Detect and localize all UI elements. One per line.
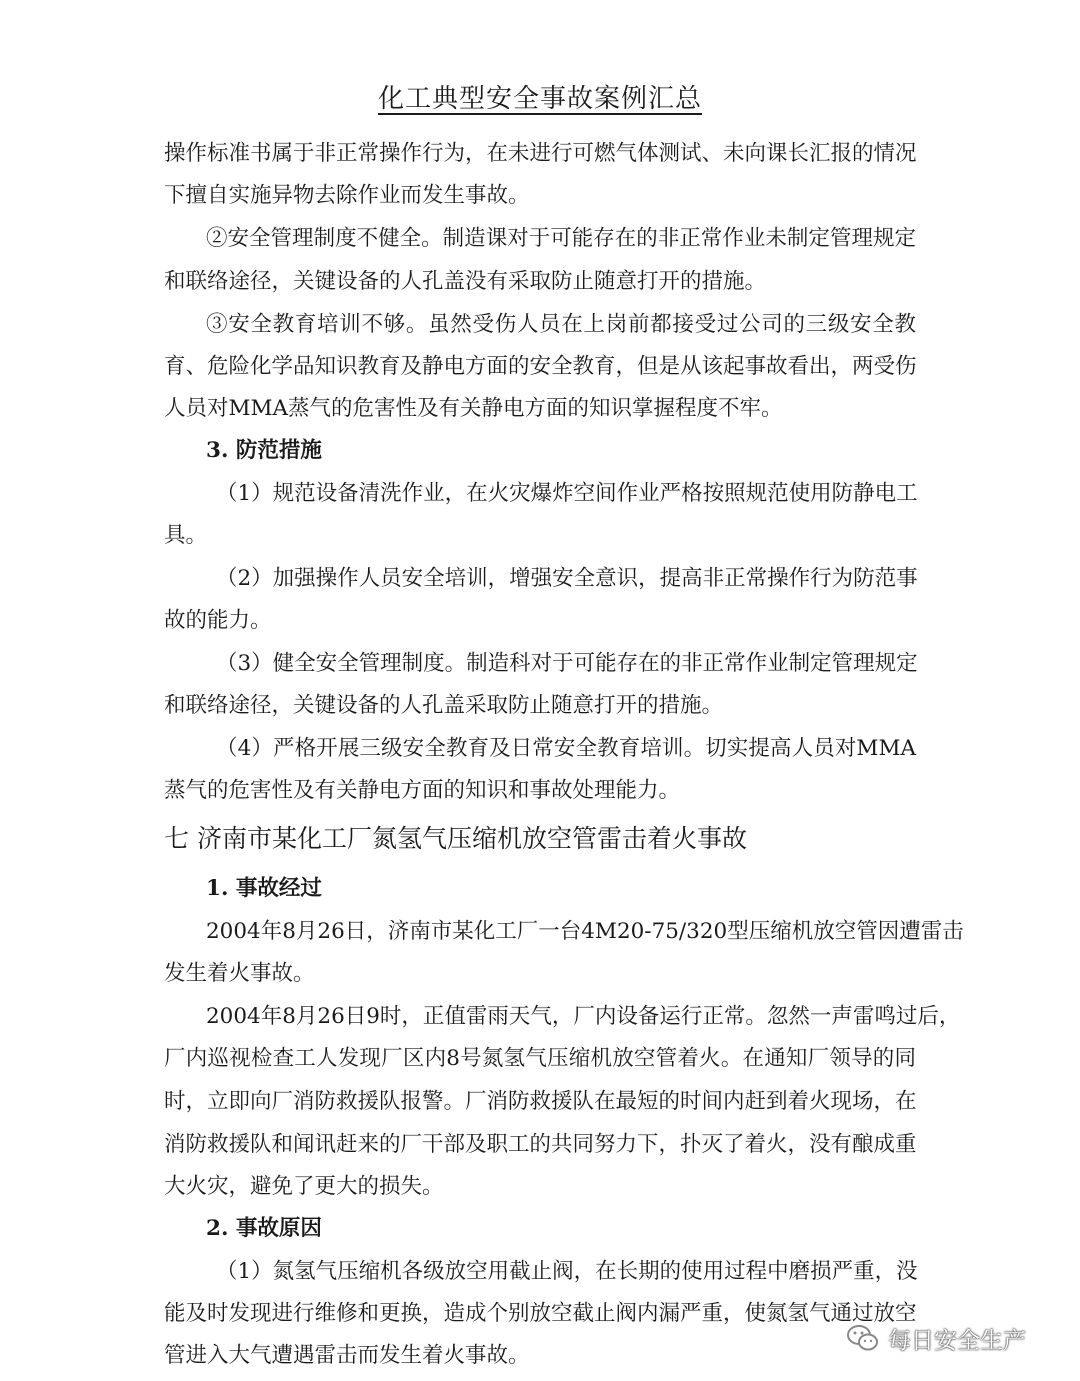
paragraph-line: 育、危险化学品知识教育及静电方面的安全教育，但是从该起事故看出，两受伤 <box>164 354 917 379</box>
wechat-icon <box>846 1323 880 1353</box>
paragraph-line: 具。 <box>164 523 208 548</box>
paragraph-line: 和联络途径，关键设备的人孔盖采取防止随意打开的措施。 <box>164 693 724 718</box>
chapter-heading: 七 济南市某化工厂氮氢气压缩机放空管雷击着火事故 <box>164 824 747 853</box>
paragraph-line: 蒸气的危害性及有关静电方面的知识和事故处理能力。 <box>164 778 681 803</box>
watermark <box>846 1318 1026 1358</box>
paragraph-line: （3）健全安全管理制度。制造科对于可能存在的非正常作业制定管理规定 <box>216 651 918 676</box>
paragraph-line: （4）严格开展三级安全教育及日常安全教育培训。切实提高人员对MMA <box>216 736 916 761</box>
section-heading-measures: 3. 防范措施 <box>206 438 322 463</box>
paragraph-line: ②安全管理制度不健全。制造课对于可能存在的非正常作业未制定管理规定 <box>206 226 916 251</box>
paragraph-line: （1）氮氢气压缩机各级放空用截止阀，在长期的使用过程中磨损严重，没 <box>216 1259 918 1284</box>
paragraph-line: 能及时发现进行维修和更换，造成个别放空截止阀内漏严重，使氮氢气通过放空 <box>164 1301 917 1326</box>
paragraph-line: 管进入大气遭遇雷击而发生着火事故。 <box>164 1343 530 1368</box>
paragraph-line: 人员对MMA蒸气的危害性及有关静电方面的知识掌握程度不牢。 <box>164 396 783 421</box>
paragraph-line: 操作标准书属于非正常操作行为，在未进行可燃气体测试、未向课长汇报的情况 <box>164 141 917 166</box>
section-heading-cause: 2. 事故原因 <box>206 1216 322 1241</box>
paragraph-line: 故的能力。 <box>164 608 272 633</box>
paragraph-line: 厂内巡视检查工人发现厂区内8号氮氢气压缩机放空管着火。在通知厂领导的同 <box>164 1046 916 1071</box>
section-heading-process: 1. 事故经过 <box>206 876 322 901</box>
paragraph-line: 大火灾，避免了更大的损失。 <box>164 1174 444 1199</box>
paragraph-line: （2）加强操作人员安全培训，增强安全意识，提高非正常操作行为防范事 <box>216 566 918 591</box>
paragraph-line: 消防救援队和闻讯赶来的厂干部及职工的共同努力下，扑灭了着火，没有酿成重 <box>164 1132 917 1157</box>
paragraph-line: 时，立即向厂消防救援队报警。厂消防救援队在最短的时间内赶到着火现场，在 <box>164 1089 917 1114</box>
paragraph-line: 2004年8月26日9时，正值雷雨天气，厂内设备运行正常。忽然一声雷鸣过后， <box>206 1004 961 1029</box>
paragraph-line: 下擅自实施异物去除作业而发生事故。 <box>164 183 530 208</box>
paragraph-line: 发生着火事故。 <box>164 961 315 986</box>
paragraph-line: 2004年8月26日，济南市某化工厂一台4M20-75/320型压缩机放空管因遭雷击 <box>206 919 964 944</box>
paragraph-line: ③安全教育培训不够。虽然受伤人员在上岗前都接受过公司的三级安全教 <box>206 312 916 337</box>
watermark-text: 每日安全生产 <box>888 1327 1026 1354</box>
paragraph-line: 和联络途径，关键设备的人孔盖没有采取防止随意打开的措施。 <box>164 269 767 294</box>
paragraph-line: （1）规范设备清洗作业，在火灾爆炸空间作业严格按照规范使用防静电工 <box>216 481 918 506</box>
document-title: 化工典型安全事故案例汇总 <box>377 84 702 114</box>
